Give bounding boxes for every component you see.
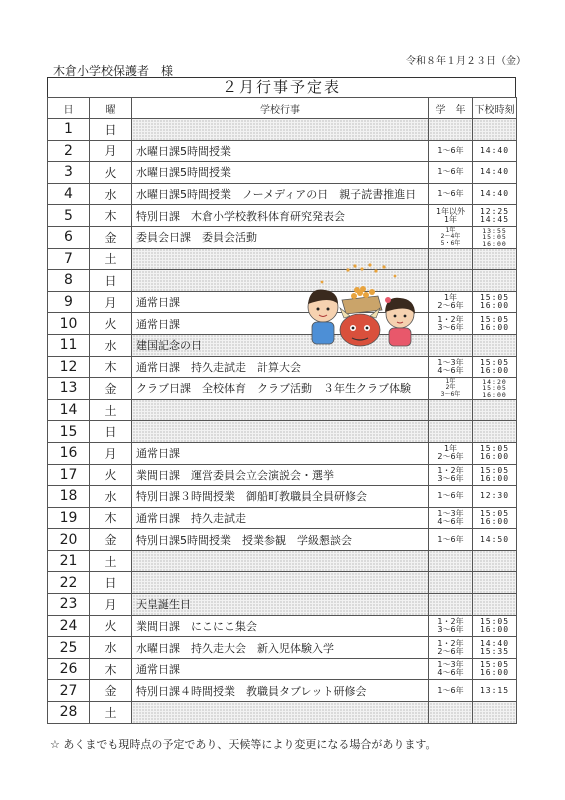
grade-line: 3～6年 [440, 390, 461, 398]
table-row [48, 270, 517, 292]
time-line: 15:05 [479, 314, 510, 324]
table-row [48, 313, 517, 335]
col-header-time: 下校時刻 [473, 98, 517, 119]
grade-cell [429, 421, 473, 443]
day-cell: 3 [48, 162, 90, 184]
event-cell [132, 572, 429, 594]
grade-line: 3～6年 [437, 473, 464, 483]
dismissal-time-cell [473, 572, 517, 594]
document-date: 令和８年１月２３日（金） [406, 56, 526, 67]
time-line: 16:00 [479, 624, 510, 634]
day-cell: 7 [48, 248, 90, 270]
time-line: 14:45 [479, 214, 510, 224]
col-header-grade: 学 年 [429, 98, 473, 119]
time-line: 15:05 [482, 384, 507, 393]
schedule-title: ２月行事予定表 [47, 77, 516, 97]
event-cell: 天皇誕生日 [132, 594, 429, 616]
weekday-cell: 土 [90, 399, 132, 421]
time-line: 15:05 [479, 357, 510, 367]
time-line: 15:05 [479, 616, 510, 626]
grade-line: 1年 [445, 226, 456, 234]
day-cell: 1 [48, 119, 90, 141]
grade-line: 5・6年 [440, 239, 461, 247]
table-row [48, 248, 517, 270]
weekday-cell: 金 [90, 226, 132, 248]
grade-cell [429, 205, 473, 227]
grade-line: 1年 [443, 444, 458, 454]
event-cell: 業間日課 にこにこ集会 [132, 615, 429, 637]
time-line: 14:40 [479, 145, 510, 155]
table-row [48, 680, 517, 702]
grade-cell [429, 248, 473, 270]
dismissal-time-cell [473, 550, 517, 572]
event-cell: 水曜日課5時間授業 [132, 162, 429, 184]
event-cell: 水曜日課5時間授業 ノーメディアの日 親子読書推進日 [132, 183, 429, 205]
col-header-event: 学校行事 [132, 98, 429, 119]
girl-figure [385, 297, 415, 346]
grade-cell [429, 183, 473, 205]
grade-cell [429, 442, 473, 464]
dismissal-time-cell [473, 270, 517, 292]
day-cell: 15 [48, 421, 90, 443]
grade-line: 4～6年 [437, 668, 464, 678]
col-header-day: 日 [48, 98, 90, 119]
dismissal-time-cell [473, 702, 517, 724]
time-line: 13:55 [482, 226, 507, 235]
day-cell: 28 [48, 702, 90, 724]
grade-line: 1・2年 [437, 638, 464, 648]
grade-cell [429, 270, 473, 292]
bean-box [342, 286, 382, 314]
grade-line: 2年 [445, 384, 456, 392]
time-line: 15:05 [479, 444, 510, 454]
grade-line: 2～6年 [437, 452, 464, 462]
weekday-cell: 土 [90, 550, 132, 572]
recipient-line: 木倉小学校保護者 様 [53, 64, 174, 78]
grade-line: 1～6年 [437, 491, 464, 501]
event-cell: 建国記念の日 [132, 334, 429, 356]
table-row [48, 119, 517, 141]
grade-cell [429, 378, 473, 400]
dismissal-time-cell [473, 313, 517, 335]
time-line: 16:00 [479, 516, 510, 526]
day-cell: 9 [48, 291, 90, 313]
table-row [48, 442, 517, 464]
time-line: 12:30 [479, 491, 510, 501]
event-cell [132, 119, 429, 141]
grade-cell [429, 550, 473, 572]
col-header-weekday: 曜 [90, 98, 132, 119]
weekday-cell: 月 [90, 140, 132, 162]
time-line: 16:00 [479, 365, 510, 375]
bean-sparkles [321, 263, 397, 283]
day-cell: 21 [48, 550, 90, 572]
event-cell: 通常日課 持久走試走 [132, 507, 429, 529]
time-line: 14:40 [479, 189, 510, 199]
time-line: 14:20 [482, 377, 507, 386]
day-cell: 8 [48, 270, 90, 292]
day-cell: 20 [48, 529, 90, 551]
event-cell: 特別日課 木倉小学校教科体育研究発表会 [132, 205, 429, 227]
dismissal-time-cell [473, 334, 517, 356]
weekday-cell: 金 [90, 378, 132, 400]
grade-cell [429, 572, 473, 594]
day-cell: 23 [48, 594, 90, 616]
weekday-cell: 日 [90, 421, 132, 443]
dismissal-time-cell [473, 291, 517, 313]
weekday-cell: 木 [90, 507, 132, 529]
event-cell: 特別日課３時間授業 御船町教職員全員研修会 [132, 486, 429, 508]
event-cell: 水曜日課 持久走大会 新入児体験入学 [132, 637, 429, 659]
day-cell: 17 [48, 464, 90, 486]
grade-cell [429, 313, 473, 335]
time-line: 16:00 [479, 473, 510, 483]
grade-cell [429, 334, 473, 356]
table-row [48, 356, 517, 378]
grade-line: 1年 [445, 377, 456, 385]
event-cell: 通常日課 [132, 291, 429, 313]
grade-cell [429, 399, 473, 421]
event-cell: 通常日課 持久走試走 計算大会 [132, 356, 429, 378]
grade-line: 1～6年 [437, 167, 464, 177]
weekday-cell: 火 [90, 162, 132, 184]
weekday-cell: 木 [90, 205, 132, 227]
grade-line: 1～6年 [437, 189, 464, 199]
table-row [48, 594, 517, 616]
event-cell: 通常日課 [132, 313, 429, 335]
schedule-sheet [47, 77, 516, 724]
grade-line: 2～4年 [440, 233, 461, 241]
schedule-table [47, 97, 517, 724]
day-cell: 5 [48, 205, 90, 227]
grade-line: 1～3年 [437, 357, 464, 367]
time-line: 15:05 [479, 508, 510, 518]
event-cell: 委員会日課 委員会活動 [132, 226, 429, 248]
event-cell: 業間日課 運営委員会立会演説会・選挙 [132, 464, 429, 486]
day-cell: 2 [48, 140, 90, 162]
day-cell: 22 [48, 572, 90, 594]
dismissal-time-cell [473, 248, 517, 270]
time-line: 16:00 [479, 322, 510, 332]
grade-cell [429, 140, 473, 162]
table-row [48, 615, 517, 637]
grade-cell [429, 356, 473, 378]
grade-line: 1～3年 [437, 508, 464, 518]
table-row [48, 550, 517, 572]
grade-line: 4～6年 [437, 365, 464, 375]
grade-line: 2～6年 [437, 301, 464, 311]
table-row [48, 334, 517, 356]
weekday-cell: 火 [90, 464, 132, 486]
table-row [48, 162, 517, 184]
time-line: 16:00 [482, 239, 507, 248]
day-cell: 14 [48, 399, 90, 421]
day-cell: 27 [48, 680, 90, 702]
grade-cell [429, 594, 473, 616]
weekday-cell: 木 [90, 356, 132, 378]
footer-note: ☆ あくまでも現時点の予定であり、天候等により変更になる場合があります。 [50, 738, 437, 751]
grade-cell [429, 464, 473, 486]
day-cell: 18 [48, 486, 90, 508]
dismissal-time-cell [473, 507, 517, 529]
table-row [48, 205, 517, 227]
dismissal-time-cell [473, 399, 517, 421]
boy-figure [308, 290, 338, 344]
grade-cell [429, 680, 473, 702]
day-cell: 6 [48, 226, 90, 248]
event-cell [132, 702, 429, 724]
event-cell: 水曜日課5時間授業 [132, 140, 429, 162]
weekday-cell: 日 [90, 119, 132, 141]
weekday-cell: 金 [90, 529, 132, 551]
grade-line: 1～3年 [437, 660, 464, 670]
grade-line: 1～6年 [437, 685, 464, 695]
weekday-cell: 水 [90, 637, 132, 659]
day-cell: 16 [48, 442, 90, 464]
day-cell: 24 [48, 615, 90, 637]
weekday-cell: 月 [90, 442, 132, 464]
dismissal-time-cell [473, 658, 517, 680]
dismissal-time-cell [473, 594, 517, 616]
dismissal-time-cell [473, 226, 517, 248]
event-cell: 通常日課 [132, 442, 429, 464]
table-row [48, 637, 517, 659]
grade-cell [429, 119, 473, 141]
grade-cell [429, 486, 473, 508]
table-row [48, 486, 517, 508]
grade-line: 1・2年 [437, 465, 464, 475]
time-line: 14:40 [479, 167, 510, 177]
dismissal-time-cell [473, 162, 517, 184]
grade-line: 1・2年 [437, 314, 464, 324]
time-line: 12:25 [479, 206, 510, 216]
table-row [48, 399, 517, 421]
day-cell: 13 [48, 378, 90, 400]
grade-cell [429, 637, 473, 659]
time-line: 15:05 [479, 660, 510, 670]
event-cell: 通常日課 [132, 658, 429, 680]
weekday-cell: 金 [90, 680, 132, 702]
time-line: 14:40 [479, 638, 510, 648]
table-row [48, 140, 517, 162]
weekday-cell: 土 [90, 248, 132, 270]
weekday-cell: 月 [90, 594, 132, 616]
grade-cell [429, 291, 473, 313]
grade-line: 2～6年 [437, 646, 464, 656]
weekday-cell: 水 [90, 486, 132, 508]
grade-line: 1～6年 [437, 534, 464, 544]
event-cell [132, 399, 429, 421]
grade-line: 1年以外 [435, 206, 466, 216]
time-line: 14:50 [479, 534, 510, 544]
day-cell: 19 [48, 507, 90, 529]
dismissal-time-cell [473, 378, 517, 400]
time-line: 15:05 [482, 233, 507, 242]
table-row [48, 507, 517, 529]
dismissal-time-cell [473, 205, 517, 227]
weekday-cell: 火 [90, 615, 132, 637]
grade-line: 3～6年 [437, 322, 464, 332]
event-cell: クラブ日課 全校体育 クラブ活動 ３年生クラブ体験 [132, 378, 429, 400]
grade-line: 1年 [443, 214, 458, 224]
table-row [48, 702, 517, 724]
table-row [48, 529, 517, 551]
dismissal-time-cell [473, 637, 517, 659]
grade-cell [429, 615, 473, 637]
table-row [48, 378, 517, 400]
time-line: 15:05 [479, 465, 510, 475]
weekday-cell: 月 [90, 291, 132, 313]
time-line: 16:00 [479, 452, 510, 462]
weekday-cell: 水 [90, 183, 132, 205]
dismissal-time-cell [473, 183, 517, 205]
dismissal-time-cell [473, 680, 517, 702]
dismissal-time-cell [473, 356, 517, 378]
dismissal-time-cell [473, 529, 517, 551]
grade-line: 3～6年 [437, 624, 464, 634]
table-row [48, 464, 517, 486]
time-line: 13:15 [479, 685, 510, 695]
setsubun-children-oni-icon [300, 262, 425, 347]
day-cell: 26 [48, 658, 90, 680]
table-row [48, 226, 517, 248]
grade-line: 1年 [443, 293, 458, 303]
grade-cell [429, 529, 473, 551]
day-cell: 11 [48, 334, 90, 356]
table-row [48, 572, 517, 594]
event-cell [132, 550, 429, 572]
grade-line: 1～6年 [437, 145, 464, 155]
oni-mask [340, 308, 380, 346]
dismissal-time-cell [473, 615, 517, 637]
time-line: 15:35 [479, 646, 510, 656]
dismissal-time-cell [473, 464, 517, 486]
grade-line: 1・2年 [437, 616, 464, 626]
time-line: 16:00 [479, 668, 510, 678]
day-cell: 10 [48, 313, 90, 335]
table-row [48, 291, 517, 313]
day-cell: 4 [48, 183, 90, 205]
grade-cell [429, 507, 473, 529]
event-cell: 特別日課４時間授業 教職員タブレット研修会 [132, 680, 429, 702]
event-cell [132, 421, 429, 443]
grade-cell [429, 702, 473, 724]
grade-cell [429, 226, 473, 248]
table-header-row [48, 98, 517, 119]
weekday-cell: 火 [90, 313, 132, 335]
event-cell: 特別日課5時間授業 授業参観 学級懇談会 [132, 529, 429, 551]
grade-cell [429, 658, 473, 680]
weekday-cell: 水 [90, 334, 132, 356]
grade-cell [429, 162, 473, 184]
table-row [48, 421, 517, 443]
weekday-cell: 日 [90, 572, 132, 594]
day-cell: 25 [48, 637, 90, 659]
dismissal-time-cell [473, 442, 517, 464]
weekday-cell: 日 [90, 270, 132, 292]
time-line: 16:00 [479, 301, 510, 311]
dismissal-time-cell [473, 486, 517, 508]
grade-line: 4～6年 [437, 516, 464, 526]
day-cell: 12 [48, 356, 90, 378]
table-row [48, 183, 517, 205]
table-row [48, 658, 517, 680]
dismissal-time-cell [473, 119, 517, 141]
weekday-cell: 土 [90, 702, 132, 724]
dismissal-time-cell [473, 421, 517, 443]
weekday-cell: 木 [90, 658, 132, 680]
time-line: 16:00 [482, 390, 507, 399]
time-line: 15:05 [479, 293, 510, 303]
dismissal-time-cell [473, 140, 517, 162]
